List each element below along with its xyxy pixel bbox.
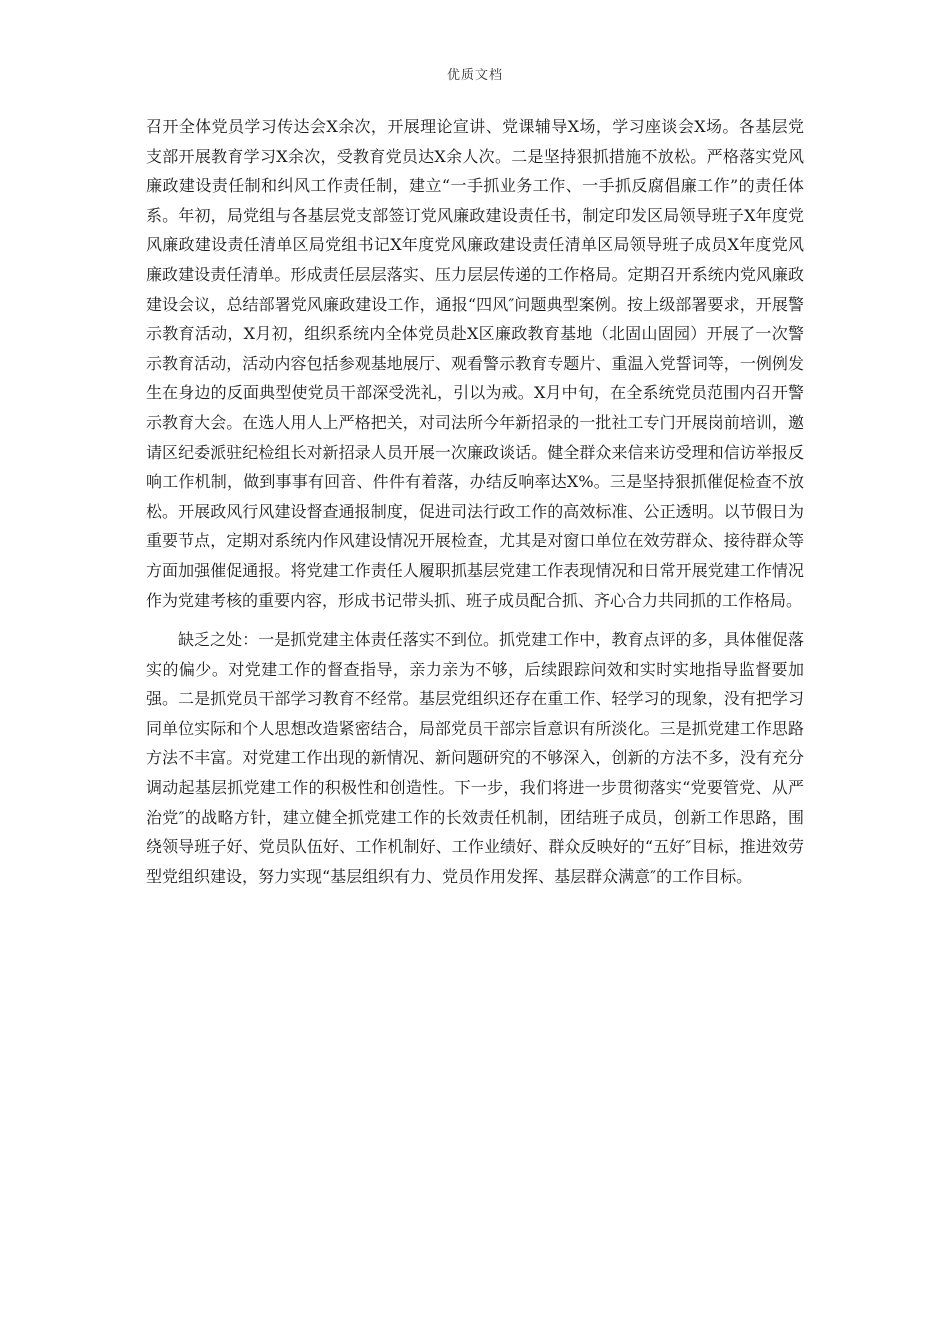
document-body <box>146 112 804 891</box>
paragraph-1: 召开全体党员学习传达会X余次，开展理论宣讲、党课辅导X场，学习座谈会X场。各基层党支部开展教育学习X余次，受教育党员达X余人次。二是坚持狠抓措施不放松。严格落实党风廉政建设责任制和纠风工作责任制，建立“一手抓业务工作、一手抓反腐倡廉工作”的责任体系。年初，局党组与各基层党支部签订党风廉政建设责任书，制定印发区局领导班子X年度党风廉政建设责任清单区局党组书记X年度党风廉政建设责任清单区局领导班子成员X年度党风廉政建设责任清单。形成责任层层落实、压力层层传递的工作格局。定期召开系统内党风廉政建设会议，总结部署党风廉政建设工作，通报“四风″问题典型案例。按上级部署要求，开展警示教育活动，X月初，组织系统内全体党员赴X区廉政教育基地（北固山固园）开展了一次警示教育活动，活动内容包括参观基地展厅、观看警示教育专题片、重温入党誓词等，一例例发生在身边的反面典型使党员干部深受洗礼，引以为戒。X月中旬，在全系统党员范围内召开警示教育大会。在选人用人上严格把关，对司法所今年新招录的一批社工专门开展岗前培训，邀请区纪委派驻纪检组长对新招录人员开展一次廉政谈话。健全群众来信来访受理和信访举报反响工作机制，做到事事有回音、件件有着落，办结反响率达X%。三是坚持狠抓催促检查不放松。开展政风行风建设督查通报制度，促进司法行政工作的高效标准、公正透明。以节假日为重要节点，定期对系统内作风建设情况开展检查，尤其是对窗口单位在效劳群众、接待群众等方面加强催促通报。将党建工作责任人履职抓基层党建工作表现情况和日常开展党建工作情况作为党建考核的重要内容，形成书记带头抓、班子成员配合抓、齐心合力共同抓的工作格局。 <box>146 117 804 610</box>
paragraph-2: 缺乏之处：一是抓党建主体责任落实不到位。抓党建工作中，教育点评的多，具体催促落实的偏少。对党建工作的督查指导，亲力亲为不够，后续跟踪问效和实时实地指导监督要加强。二是抓党员干部学习教育不经常。基层党组织还存在重工作、轻学习的现象，没有把学习同单位实际和个人思想改造紧密结合，局部党员干部宗旨意识有所淡化。三是抓党建工作思路方法不丰富。对党建工作出现的新情况、新问题研究的不够深入，创新的方法不多，没有充分调动起基层抓党建工作的积极性和创造性。下一步，我们将进一步贯彻落实“党要管党、从严治党″的战略方针，建立健全抓党建工作的长效责任机制，团结班子成员，创新工作思路，围绕领导班子好、党员队伍好、工作机制好、工作业绩好、群众反映好的“五好″目标，推进效劳型党组织建设，努力实现“基层组织有力、党员作用发挥、基层群众满意″的工作目标。 <box>146 630 804 886</box>
page-header-label: 优质文档 <box>446 68 503 83</box>
